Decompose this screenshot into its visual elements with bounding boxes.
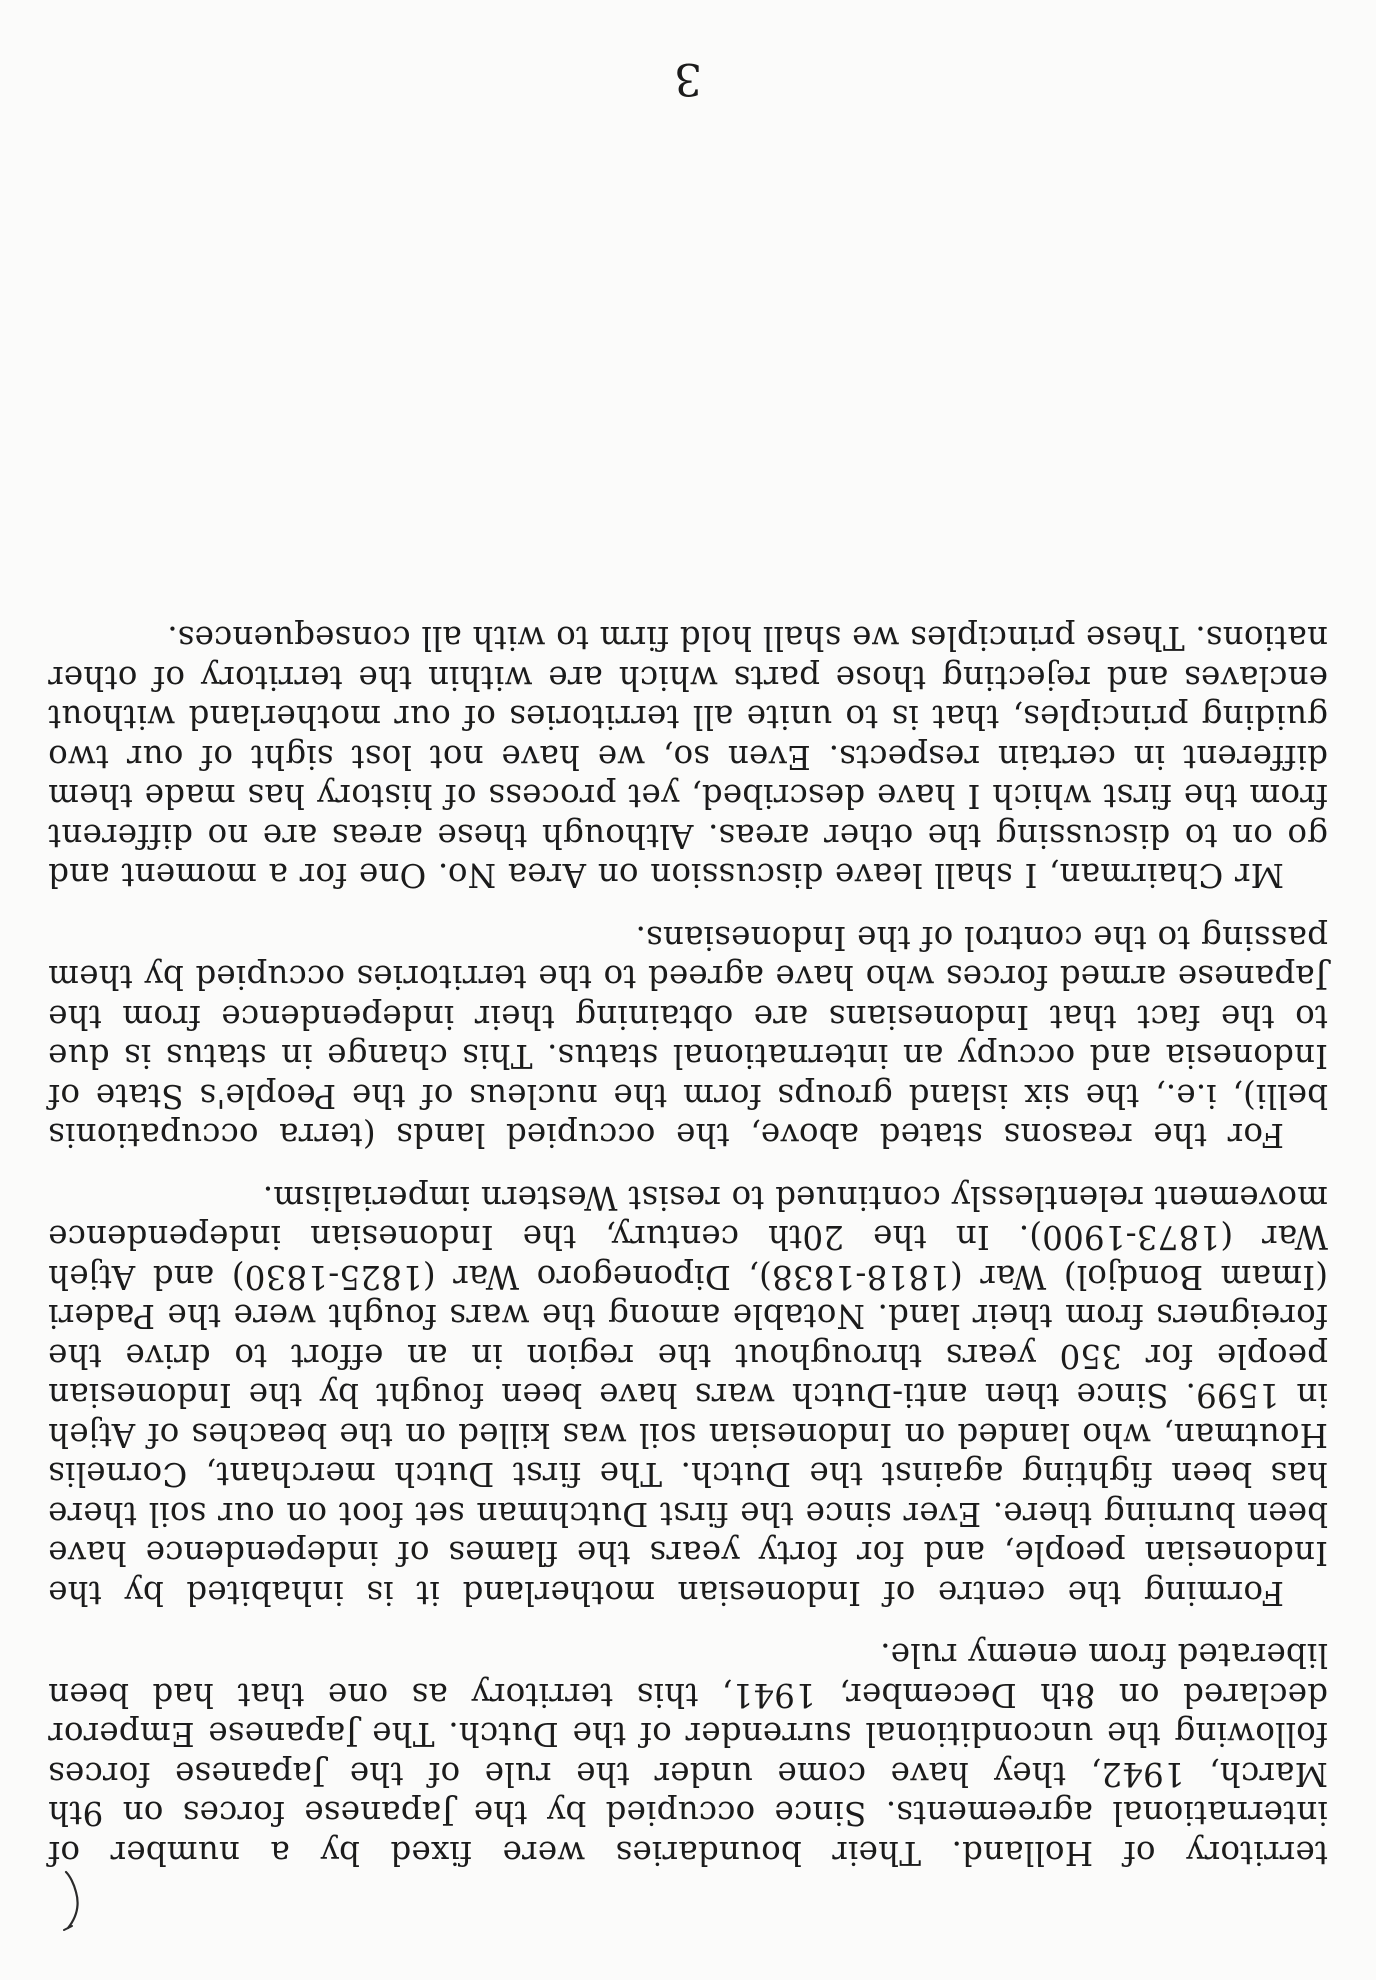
body-text [48, 595, 1328, 1872]
pen-mark-icon [56, 1868, 86, 1932]
paragraph-holland-territory: territory of Holland. Their boundaries were fixed by a number of international agreements. Since occupied by the Japanese forces on 9th March, 1942, they have come under the rule of the Japanese forces following the unconditional surrender of the Dutch. The Japanese Emperor declared on 8th December, 1941, this territory as one that had been liberated from enemy rule. [48, 1636, 1328, 1872]
paragraph-other-areas: Mr Chairman, I shall leave discussion on Area No. One for a moment and go on to discussing the other areas. Although these areas are no different from the first which I have described, yet process of history has made them different in certain respects. Even so, we have not lost sight of our two guiding principles, that is to unite all territories of our motherland without enclaves and rejecting those parts which are within the territory of other nations. These principles we shall hold firm to with all consequences. [48, 619, 1328, 895]
paragraph-indonesian-motherland: Forming the centre of Indonesian motherland it is inhabited by the Indonesian people, and for forty years the flames of independence have been burning there. Ever since the first Dutchman set foot on our soil there has been fighting against the Dutch. The first Dutch merchant, Cornelis Houtman, who landed on Indonesian soil was killed on the beaches of Atjeh in 1599. Since then anti-Dutch wars have been fought by the Indonesian people for 350 years throughout the region in an effort to drive the foreigners from their land. Notable among the wars fought were the Paderi (Imam Bondjol) War (1818-1838), Diponegoro War (1825-1830) and Atjeh War (1873-1900). In the 20th century, the Indonesian independence movement relentlessly continued to resist Western imperialism. [48, 1179, 1328, 1612]
page-number: 3 [674, 53, 702, 104]
paragraph-occupied-lands: For the reasons stated above, the occupied lands (terra occupationis belli), i.e., the six island groups form the nucleus of the People's State of Indonesia and occupy an international status. This change in status is due to the fact that Indonesians are obtaining their independence from the Japanese armed forces who have agreed to the territories occupied by them passing to the control of the Indonesians. [48, 919, 1328, 1155]
